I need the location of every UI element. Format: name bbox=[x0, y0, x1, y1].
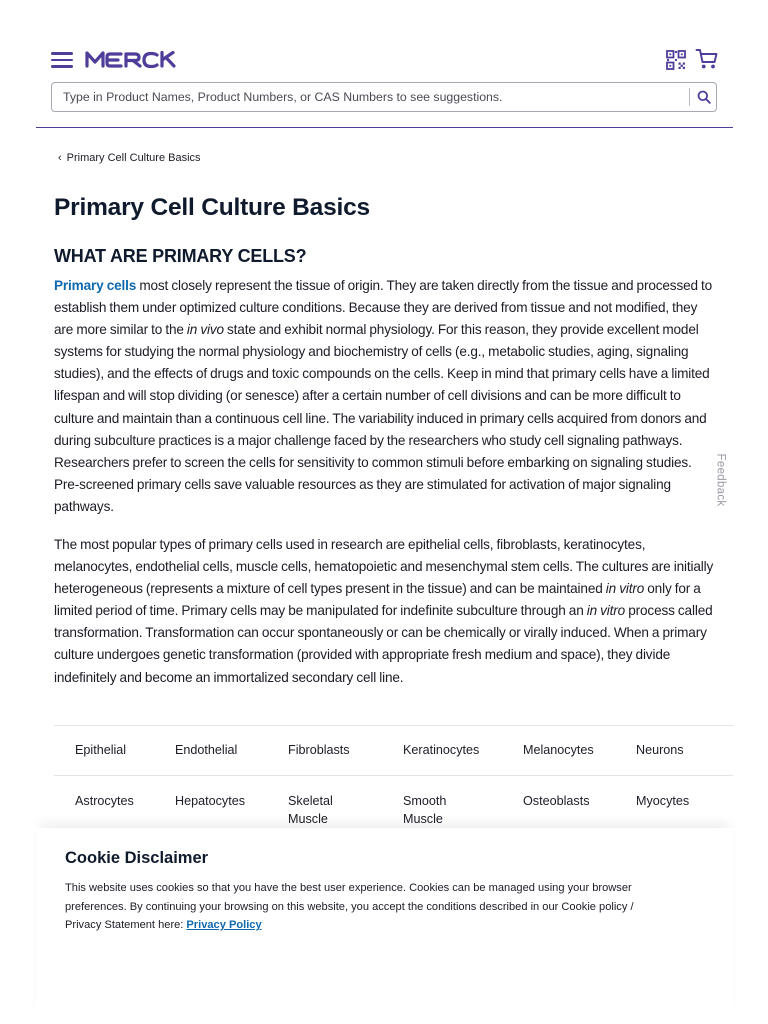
table-cell: Skeletal Muscle bbox=[288, 794, 333, 826]
menu-icon[interactable] bbox=[51, 52, 73, 68]
paragraph-text: process called transformation. Transformation can occur spontaneously or can be chemically or virally induced. When a primary culture undergoes genetic transformation (provided with appropriate fresh medium and space), they divide indefinitely and become an immortalized secondary cell line. bbox=[54, 603, 713, 685]
cookie-banner bbox=[36, 828, 733, 1024]
privacy-policy-link[interactable]: Privacy Policy bbox=[186, 919, 262, 931]
table-cell: Hepatocytes bbox=[175, 794, 246, 808]
paragraph-text: most closely represent the tissue of origin. They are taken directly from the tissue and processed to establish them under optimized culture conditions. Because they are derived from tissue and not modified, they are more similar to the bbox=[54, 278, 713, 338]
paragraph-emphasis: in vivo bbox=[186, 322, 224, 338]
table-cell: Neurons bbox=[636, 743, 684, 757]
search-icon bbox=[697, 90, 711, 104]
table-row bbox=[54, 776, 733, 829]
paragraph-emphasis: in vitro bbox=[605, 581, 645, 597]
cookie-message: This website uses cookies so that you have the best user experience. Cookies can be managed using your browser preferences. By continuing your browsing on this website, you accept the conditions described in our Cookie policy / Privacy Statement here: bbox=[65, 882, 634, 931]
cart-icon[interactable] bbox=[695, 47, 719, 71]
table-cell: Keratinocytes bbox=[403, 743, 480, 757]
table-cell: Smooth Muscle bbox=[403, 794, 447, 826]
page-title: Primary Cell Culture Basics bbox=[54, 194, 370, 221]
search-input[interactable] bbox=[52, 83, 687, 111]
section-title: WHAT ARE PRIMARY CELLS? bbox=[54, 246, 307, 266]
table-row bbox=[54, 726, 733, 776]
table-cell: Melanocytes bbox=[523, 743, 594, 757]
breadcrumb[interactable] bbox=[58, 152, 201, 164]
table-cell: Myocytes bbox=[636, 794, 690, 808]
table-cell: Endothelial bbox=[175, 743, 238, 757]
table-cell: Osteoblasts bbox=[523, 794, 590, 808]
search-divider bbox=[689, 88, 690, 106]
paragraph-text: state and exhibit normal physiology. For this reason, they provide excellent model systems for studying the normal physiology and biochemistry of cells (e.g., metabolic studies, aging, signaling studies), and the effects of drugs and toxic compounds on the cells. Keep in mind that primary cells have a limited lifespan and will stop dividing (or senesce) after a certain number of cell divisions and can be more difficult to culture and maintain than a continuous cell line. The variability induced in primary cells acquired from donors and during subculture practices is a major challenge faced by the researchers who study cell signaling pathways. Researchers prefer to screen the cells for sensitivity to common stimuli before embarking on signaling studies. Pre-screened primary cells save valuable resources as they are stimulated for activation of major signaling pathways. bbox=[54, 322, 710, 514]
table-cell: Astrocytes bbox=[75, 794, 134, 808]
breadcrumb-label: Primary Cell Culture Basics bbox=[66, 152, 201, 164]
cell-types-paragraph bbox=[54, 534, 716, 689]
table-cell: Epithelial bbox=[75, 743, 127, 757]
merck-logo[interactable] bbox=[85, 48, 177, 70]
qr-code-icon[interactable] bbox=[665, 49, 687, 71]
feedback-label: Feedback bbox=[714, 453, 727, 507]
primary-cells-link[interactable]: Primary cells bbox=[54, 278, 137, 293]
paragraph-emphasis: in vitro bbox=[586, 603, 626, 619]
table-cell: Fibroblasts bbox=[288, 743, 350, 757]
cookie-title: Cookie Disclaimer bbox=[65, 849, 209, 867]
chevron-left-icon: ‹ bbox=[58, 151, 62, 164]
search-button[interactable] bbox=[693, 86, 715, 108]
feedback-tab[interactable] bbox=[708, 452, 728, 512]
search-bar bbox=[51, 82, 717, 112]
cell-types-table bbox=[54, 725, 733, 828]
site-header bbox=[36, 0, 733, 128]
paragraph-text: The most popular types of primary cells used in research are epithelial cells, fibroblasts, keratinocytes, melanocytes, endothelial cells, muscle cells, hematopoietic and mesenchymal stem cells. The cultures are initially heterogeneous (represents a mixture of cell types present in the tissue) and can be maintained bbox=[54, 537, 714, 597]
intro-paragraph bbox=[54, 275, 716, 518]
paragraph-text: only for a limited period of time. Primary cells may be manipulated for indefinite subculture through an bbox=[54, 581, 701, 619]
cookie-text bbox=[65, 879, 665, 935]
